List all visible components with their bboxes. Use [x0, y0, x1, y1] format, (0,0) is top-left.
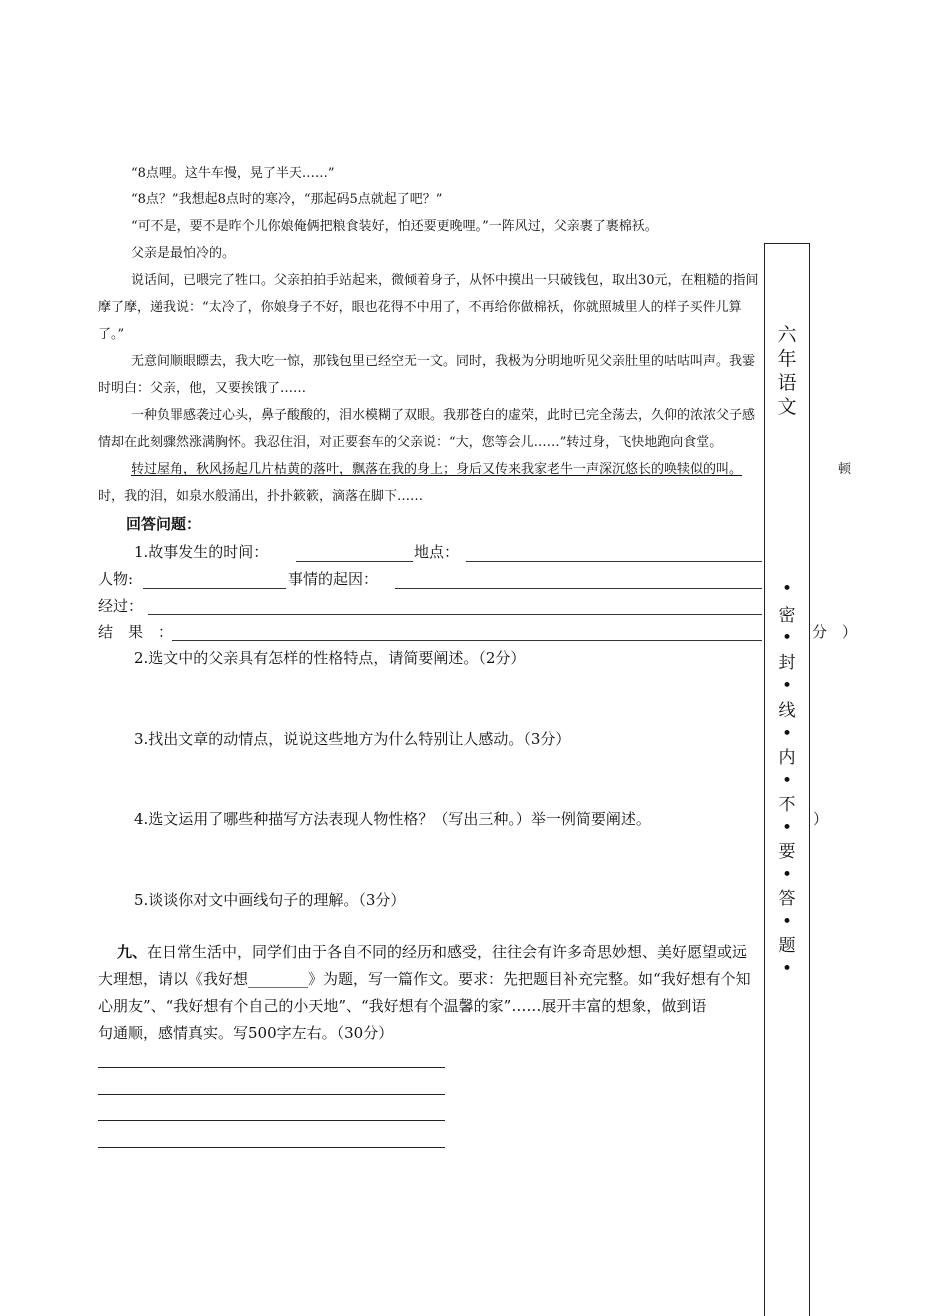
passage-line-10: 一种负罪感袭过心头，鼻子酸酸的，泪水模糊了双眼。我那苍白的虚荣，此时已完全荡去，久仰的浓浓父子感 — [131, 408, 756, 423]
seal-char: 密 — [778, 606, 796, 626]
q1-result-label: 结 果 ： — [98, 623, 174, 641]
essay-line-1: 在日常生活中，同学们由于各自不同的经历和感受，往往会有许多奇思妙想、美好愿望或远 — [147, 943, 748, 961]
essay-line-4: 句通顺，感情真实。写500字左右。（30分） — [98, 1024, 394, 1042]
seal-char: 要 — [778, 842, 796, 862]
q1-cause-label: 事情的起因： — [288, 570, 379, 588]
seal-char: 线 — [778, 701, 796, 721]
passage-line-6: 摩了摩，递我说：“太冷了，你娘身子不好，眼也花得不中用了，不再给你做棉袄，你就照城里人的样子买件儿算 — [98, 300, 742, 315]
q1-time-label: 1.故事发生的时间： — [134, 543, 269, 561]
q1-score-tail: 分 ） — [812, 623, 858, 641]
sidebar-title-char: 语 — [777, 372, 797, 394]
seal-dot: • — [781, 865, 793, 885]
q1-people-blank[interactable] — [143, 588, 286, 589]
passage-line-9: 时明白：父亲，他，又要挨饿了…… — [98, 381, 307, 396]
seal-dot: • — [781, 912, 793, 932]
passage-line-4: 父亲是最怕冷的。 — [131, 246, 236, 261]
seal-char: 封 — [778, 653, 796, 673]
seal-char: 题 — [778, 936, 796, 956]
q1-cause-blank[interactable] — [395, 588, 762, 589]
q1-place-blank[interactable] — [466, 561, 762, 562]
seal-dot: • — [781, 628, 793, 648]
essay-number: 九、 — [117, 943, 148, 961]
passage-line-5: 说话间，已喂完了牲口。父亲拍拍手站起来，微倾着身子，从怀中摸出一只破钱包，取出30元，在粗糙的指间 — [131, 273, 759, 288]
passage-line-11: 情却在此刻骤然涨满胸怀。我忍住泪，对正要套车的父亲说：“大，您等会儿……”转过身，飞快地跑向食堂。 — [98, 435, 723, 450]
question-5: 5.谈谈你对文中画线句子的理解。（3分） — [134, 891, 406, 909]
seal-char: 内 — [778, 748, 796, 768]
essay-line-3: 心朋友”、“我好想有个自己的小天地”、“我好想有个温馨的家”……展开丰富的想象，做到语 — [98, 997, 707, 1015]
q1-result-blank[interactable] — [172, 640, 762, 641]
passage-line-1: “8点哩。这牛车慢，晃了半天……” — [131, 166, 335, 181]
q1-process-label: 经过： — [98, 597, 144, 615]
q1-time-blank[interactable] — [296, 561, 413, 562]
writing-line-1[interactable] — [98, 1067, 445, 1068]
passage-line-3: “可不是，要不是昨个儿你娘俺俩把粮食装好，怕还要更晚哩。”一阵风过，父亲裹了裹棉袄。 — [131, 219, 658, 234]
essay-line-2: 大理想，请以《我好想________》为题，写一篇作文。要求：先把题目补充完整。如“我好想有个知 — [98, 970, 751, 988]
passage-line-13: 时，我的泪，如泉水般涌出，扑扑簌簌，滴落在脚下…… — [98, 489, 424, 504]
sidebar-title-char: 六 — [777, 324, 797, 346]
seal-char: 答 — [778, 889, 796, 909]
sidebar-title-char: 文 — [777, 396, 797, 418]
seal-dot: • — [781, 959, 793, 979]
underlined-sentence: 转过屋角，秋风扬起几片枯黄的落叶，飘落在我的身上；身后又传来我家老牛一声深沉悠长的唤犊似的叫。 — [131, 462, 743, 477]
passage-line-2: “8点？”我想起8点时的寒冷，“那起码5点就起了吧？” — [131, 192, 443, 207]
q1-place-label: 地点： — [414, 543, 460, 561]
question-3: 3.找出文章的动情点，说说这些地方为什么特别让人感动。（3分） — [134, 730, 571, 748]
seal-dot: • — [781, 676, 793, 696]
question-4: 4.选文运用了哪些种描写方法表现人物性格？（写出三种。）举一例简要阐述。 — [134, 810, 651, 828]
seal-line-sidebar — [764, 243, 810, 1316]
writing-line-3[interactable] — [98, 1120, 445, 1121]
passage-line-8: 无意间顺眼瞟去，我大吃一惊，那钱包里已经空无一文。同时，我极为分明地听见父亲肚里的咕咕叫声。我霎 — [131, 354, 756, 369]
seal-dot: • — [781, 771, 793, 791]
passage-line-12-end: 顿 — [838, 462, 852, 477]
passage-line-7: 了。” — [98, 327, 125, 342]
writing-line-2[interactable] — [98, 1094, 445, 1095]
seal-dot: • — [781, 818, 793, 838]
questions-heading: 回答问题： — [126, 515, 202, 533]
q1-process-blank[interactable] — [148, 614, 762, 615]
seal-dot: • — [781, 579, 793, 599]
question-2: 2.选文中的父亲具有怎样的性格特点，请简要阐述。（2分） — [134, 649, 526, 667]
q1-people-label: 人物: — [98, 570, 134, 588]
question-4-tail: ） — [813, 810, 829, 828]
sidebar-title-char: 年 — [777, 348, 797, 370]
seal-dot: • — [781, 724, 793, 744]
writing-line-4[interactable] — [98, 1147, 445, 1148]
seal-char: 不 — [778, 795, 796, 815]
